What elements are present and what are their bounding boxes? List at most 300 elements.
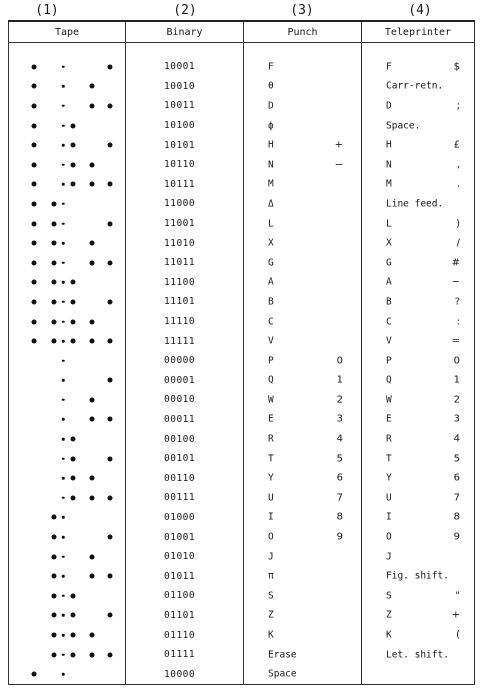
sprocket-hole [62,281,65,284]
teleprinter-letter: F [386,61,392,73]
teleprinter-letter: M [386,178,392,190]
punch-symbol: Space [268,668,297,680]
teleprinter-figure: ) [456,218,460,230]
tape-cell [9,331,126,351]
teleprinter-letter: V [386,335,392,347]
punch-cell [244,351,362,371]
tape-hole [52,652,57,657]
teleprinter-letter: O [386,531,392,543]
tape-hole [32,201,37,206]
tape-hole [90,476,95,481]
binary-cell: 00011 [126,410,244,430]
punch-cell [244,253,362,273]
tape-hole [52,221,57,226]
tape-hole [108,495,113,500]
teleprinter-cell [362,233,475,253]
teleprinter-cell [362,664,475,684]
punch-figure: 8 [336,511,343,523]
table-body [9,43,475,685]
teleprinter-cell [362,194,475,214]
tape-hole [90,554,95,559]
tape-hole [32,241,37,246]
punch-symbol: E [268,413,274,425]
header-punch: Punch [244,21,362,43]
punch-symbol: C [268,316,274,328]
table-row [9,566,475,586]
header-binary: Binary [126,21,244,43]
teleprinter-letter: Line feed. [386,198,444,210]
teleprinter-cell [362,96,475,116]
punch-symbol: U [268,492,274,504]
tape-cell [9,273,126,293]
top-padding-row [9,43,475,58]
tape-hole [71,495,76,500]
binary-cell: 11101 [126,292,244,312]
punch-cell [244,233,362,253]
teleprinter-figure: 6 [453,472,460,484]
tape-cell [9,175,126,195]
sprocket-hole [62,457,65,460]
punch-cell [244,547,362,567]
tape-cell [9,371,126,391]
binary-cell: 10011 [126,96,244,116]
binary-cell: 01010 [126,547,244,567]
column-number-row [0,0,482,22]
binary-cell: 11011 [126,253,244,273]
punch-symbol: Δ [268,198,274,210]
teleprinter-letter: G [386,257,392,269]
table-row [9,351,475,371]
tape-hole [32,64,37,69]
binary-cell: 01110 [126,625,244,645]
teleprinter-figure: ? [454,296,460,308]
tape-hole [108,221,113,226]
table-row [9,645,475,665]
table-row [9,449,475,469]
punch-cell [244,96,362,116]
table-row [9,390,475,410]
binary-cell: 10100 [126,116,244,136]
teleprinter-figure: 9 [453,531,460,543]
tape-hole [32,162,37,167]
tape-hole [52,260,57,265]
teleprinter-figure: £ [453,139,460,151]
tape-hole [71,280,76,285]
table-row [9,116,475,136]
teleprinter-letter: J [386,551,392,563]
table-row [9,625,475,645]
tape-hole [90,84,95,89]
punch-symbol: π [268,570,274,582]
teleprinter-cell [362,253,475,273]
sprocket-hole [62,124,65,127]
punch-symbol: K [268,629,274,641]
punch-cell [244,449,362,469]
teleprinter-letter: L [386,218,392,230]
teleprinter-cell [362,410,475,430]
sprocket-hole [62,222,65,225]
punch-symbol: P [268,355,274,367]
tape-cell [9,547,126,567]
binary-cell: 00110 [126,468,244,488]
tape-cell [9,586,126,606]
tape-hole [108,103,113,108]
tape-cell [9,410,126,430]
binary-cell: 00010 [126,390,244,410]
header-row [9,21,475,43]
punch-cell [244,155,362,175]
teleprinter-figure: 5 [453,453,460,465]
punch-figure: − [334,159,343,171]
punch-symbol: N [268,159,274,171]
teleprinter-figure: # [451,257,460,269]
tape-hole [32,221,37,226]
teleprinter-letter: B [386,296,392,308]
teleprinter-cell [362,371,475,391]
tape-cell [9,468,126,488]
table-row [9,135,475,155]
tape-hole [90,103,95,108]
punch-cell [244,292,362,312]
punch-figure: 4 [336,433,343,445]
binary-cell: 00111 [126,488,244,508]
sprocket-hole [62,340,65,343]
binary-cell: 10001 [126,57,244,77]
binary-cell: 00000 [126,351,244,371]
table-row [9,214,475,234]
table-row [9,468,475,488]
tape-hole [52,633,57,638]
tape-hole [52,554,57,559]
teleprinter-letter: Z [386,609,392,621]
sprocket-hole [62,516,65,519]
teleprinter-letter: Fig. shift. [386,570,449,582]
teleprinter-cell [362,273,475,293]
teleprinter-cell [362,527,475,547]
table-row [9,371,475,391]
tape-hole [32,260,37,265]
teleprinter-figure: . [456,178,460,190]
teleprinter-cell [362,390,475,410]
tape-hole [71,476,76,481]
tape-hole [90,652,95,657]
punch-cell [244,468,362,488]
teleprinter-letter: E [386,413,392,425]
punch-cell [244,566,362,586]
tape-hole [32,672,37,677]
tape-cell [9,449,126,469]
teleprinter-cell [362,331,475,351]
punch-figure: 3 [336,413,343,425]
punch-symbol: S [268,590,274,602]
sprocket-hole [62,614,65,617]
teleprinter-letter: Q [386,374,392,386]
punch-cell [244,175,362,195]
sprocket-hole [62,634,65,637]
table-row [9,410,475,430]
table-row [9,57,475,77]
table-row [9,194,475,214]
sprocket-hole [62,555,65,558]
punch-cell [244,625,362,645]
table-row [9,233,475,253]
tape-hole [108,182,113,187]
tape-cell [9,527,126,547]
teleprinter-letter: Space. [386,120,421,132]
binary-cell: 10101 [126,135,244,155]
tape-cell [9,116,126,136]
punch-cell [244,645,362,665]
sprocket-hole [62,85,65,88]
punch-symbol: L [268,218,274,230]
table-row [9,292,475,312]
teleprinter-cell [362,606,475,626]
sprocket-hole [62,66,65,69]
teleprinter-letter: W [386,394,392,406]
teleprinter-figure: " [455,590,460,602]
tape-hole [90,574,95,579]
tape-cell [9,155,126,175]
punch-symbol: T [268,453,274,465]
tape-hole [90,633,95,638]
teleprinter-cell [362,175,475,195]
binary-cell: 11111 [126,331,244,351]
tape-cell [9,488,126,508]
teleprinter-letter: Let. shift. [386,649,449,661]
teleprinter-figure: 2 [453,394,460,406]
punch-symbol: I [268,511,274,523]
teleprinter-cell [362,292,475,312]
tape-hole [32,182,37,187]
table-row [9,273,475,293]
sprocket-hole [62,477,65,480]
tape-cell [9,233,126,253]
binary-cell: 11010 [126,233,244,253]
tape-hole [108,417,113,422]
binary-cell: 01001 [126,527,244,547]
table-row [9,331,475,351]
punch-cell [244,116,362,136]
punch-figure: 1 [336,374,343,386]
punch-figure: 7 [336,492,343,504]
sprocket-hole [62,203,65,206]
punch-symbol: F [268,61,274,73]
punch-symbol: D [268,100,274,112]
tape-hole [90,495,95,500]
binary-cell: 00001 [126,371,244,391]
table-row [9,175,475,195]
tape-hole [32,299,37,304]
table-row [9,155,475,175]
punch-symbol: O [268,531,274,543]
binary-cell: 10010 [126,77,244,97]
tape-hole [71,339,76,344]
tape-hole [71,456,76,461]
tape-hole [52,613,57,618]
punch-symbol: Q [268,374,274,386]
punch-symbol: W [268,394,274,406]
table-row [9,547,475,567]
header-tape: Tape [9,21,126,43]
binary-cell: 01101 [126,606,244,626]
teleprinter-cell [362,488,475,508]
tape-hole [52,515,57,520]
binary-cell: 10110 [126,155,244,175]
tape-hole [32,319,37,324]
tape-hole [108,143,113,148]
punch-symbol: R [268,433,274,445]
punch-cell [244,429,362,449]
punch-cell [244,410,362,430]
tape-hole [108,260,113,265]
tape-hole [52,593,57,598]
teleprinter-cell [362,566,475,586]
punch-figure: 0 [336,355,343,367]
teleprinter-figure: 7 [453,492,460,504]
table-row [9,664,475,684]
teleprinter-figure: $ [453,61,460,73]
tape-hole [108,378,113,383]
table-row [9,586,475,606]
teleprinter-figure: 4 [453,433,460,445]
sprocket-hole [62,575,65,578]
punch-symbol: Z [268,609,274,621]
tape-hole [32,84,37,89]
sprocket-hole [62,261,65,264]
tape-cell [9,645,126,665]
sprocket-hole [62,164,65,167]
teleprinter-cell [362,429,475,449]
tape-hole [90,339,95,344]
column-number-2: (2) [173,3,197,18]
tape-hole [71,182,76,187]
column-number-1: (1) [35,3,59,18]
tape-cell [9,664,126,684]
tape-hole [90,397,95,402]
tape-hole [71,652,76,657]
teleprinter-letter: K [386,629,392,641]
tape-cell [9,351,126,371]
tape-hole [90,241,95,246]
column-number-3: (3) [290,3,314,18]
tape-cell [9,390,126,410]
punch-cell [244,488,362,508]
tape-cell [9,312,126,332]
sprocket-hole [62,144,65,147]
teleprinter-figure: ( [456,629,460,641]
teleprinter-figure: ; [456,100,460,112]
tape-cell [9,253,126,273]
teleprinter-cell [362,116,475,136]
table-row [9,508,475,528]
tape-hole [52,535,57,540]
table-row [9,312,475,332]
teleprinter-figure: : [456,316,460,328]
tape-cell [9,96,126,116]
teleprinter-cell [362,155,475,175]
sprocket-hole [62,359,65,362]
teleprinter-letter: A [386,276,392,288]
tape-hole [108,456,113,461]
tape-hole [90,162,95,167]
teleprinter-cell [362,77,475,97]
punch-figure: 5 [336,453,343,465]
teleprinter-cell [362,135,475,155]
teleprinter-figure: / [456,237,460,249]
teleprinter-letter: P [386,355,392,367]
teleprinter-figure: 3 [453,413,460,425]
tape-hole [71,143,76,148]
tape-cell [9,606,126,626]
tape-hole [71,613,76,618]
teleprinter-cell [362,586,475,606]
punch-cell [244,371,362,391]
teleprinter-cell [362,351,475,371]
teleprinter-figure: 8 [453,511,460,523]
binary-cell: 11110 [126,312,244,332]
tape-hole [90,182,95,187]
sprocket-hole [62,399,65,402]
tape-cell [9,135,126,155]
table-row [9,606,475,626]
teleprinter-letter: T [386,453,392,465]
punch-symbol: X [268,237,274,249]
punch-cell [244,194,362,214]
teleprinter-cell [362,547,475,567]
tape-hole [90,417,95,422]
teleprinter-figure: − [451,276,460,288]
teleprinter-cell [362,625,475,645]
sprocket-hole [62,653,65,656]
tape-hole [108,64,113,69]
binary-cell: 00100 [126,429,244,449]
tape-cell [9,292,126,312]
teleprinter-cell [362,312,475,332]
punch-symbol: Y [268,472,274,484]
punch-cell [244,664,362,684]
punch-cell [244,606,362,626]
tape-hole [52,339,57,344]
tape-hole [52,241,57,246]
teleprinter-cell [362,468,475,488]
sprocket-hole [62,379,65,382]
tape-hole [32,103,37,108]
teleprinter-letter: H [386,139,392,151]
punch-cell [244,57,362,77]
tape-hole [32,123,37,128]
binary-cell: 00101 [126,449,244,469]
table-row [9,253,475,273]
binary-cell: 11001 [126,214,244,234]
tape-hole [108,299,113,304]
table-row [9,77,475,97]
punch-symbol: A [268,276,274,288]
punch-cell [244,273,362,293]
table-row [9,429,475,449]
sprocket-hole [62,242,65,245]
punch-cell [244,331,362,351]
tape-hole [52,299,57,304]
tape-cell [9,429,126,449]
teleprinter-cell [362,214,475,234]
tape-cell [9,194,126,214]
tape-hole [108,652,113,657]
punch-symbol: G [268,257,274,269]
sprocket-hole [62,105,65,108]
punch-cell [244,508,362,528]
punch-symbol: θ [268,80,274,92]
tape-hole [90,319,95,324]
